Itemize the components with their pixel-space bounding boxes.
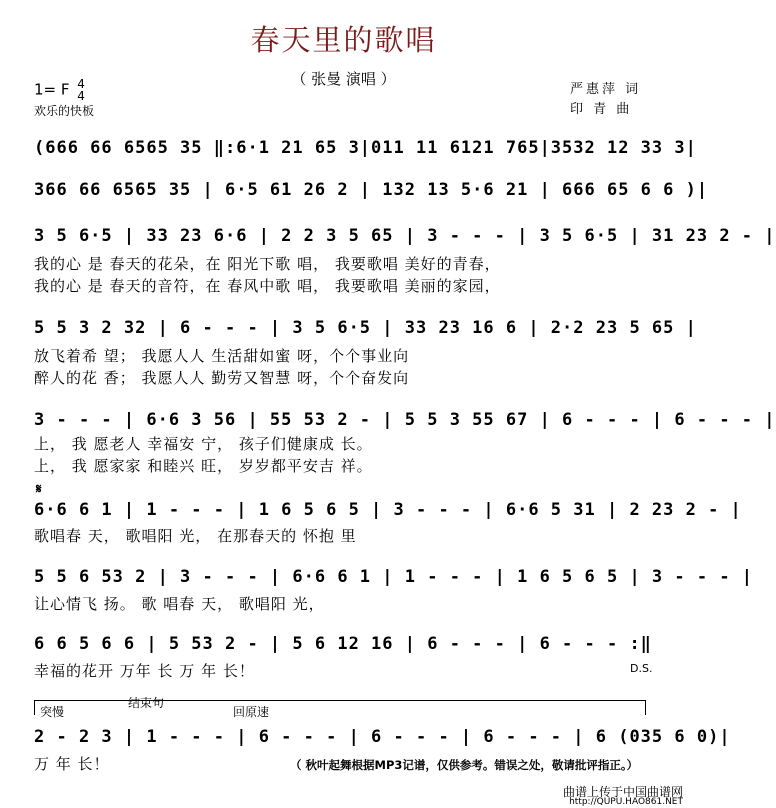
notation-row-3: 3 5 6·5 | 33 23 6·6 | 2 2 3 5 65 | 3 - - - | 3 5 6·5 | 31 23 2 - |: [34, 226, 776, 246]
a-tempo-mark: 回原速: [233, 705, 270, 719]
transcription-note: （ 秋叶起舞根据MP3记谱，仅供参考。错误之处，敬请批评指正。）: [290, 758, 639, 772]
lyric-row-5b: 上， 我 愿家家 和睦兴 旺， 岁岁都平安吉 祥。: [34, 457, 373, 475]
time-bottom: 4: [77, 89, 85, 103]
lyric-row-4b: 醉人的花 香； 我愿人人 勤劳又智慧 呀，个个奋发向: [34, 369, 410, 387]
ds-mark: D.S.: [630, 662, 653, 675]
lyric-row-4a: 放飞着希 望； 我愿人人 生活甜如蜜 呀，个个事业向: [34, 347, 410, 365]
lyric-row-8: 幸福的花开 万年 长 万 年 长！: [34, 662, 255, 680]
footer-site-name: 曲谱上传于中国曲谱网: [562, 785, 683, 799]
time-signature: [77, 78, 85, 102]
segno-mark: 𝄋: [36, 482, 42, 497]
footer-url[interactable]: http://QUPU.HAO861.NET: [569, 797, 683, 807]
key-text: 1= F: [34, 80, 70, 99]
song-title: 春天里的歌唱: [250, 23, 437, 57]
notation-row-8: 6 6 5 6 6 | 5 53 2 - | 5 6 12 16 | 6 - - - | 6 - - - :‖: [34, 634, 652, 654]
ending-bracket: [34, 700, 646, 715]
lyricist: 严惠萍 词: [570, 82, 642, 97]
lyric-row-3a: 我的心 是 春天的花朵，在 阳光下歌 唱， 我要歌唱 美好的青春，: [34, 255, 501, 273]
notation-row-9: 2 - 2 3 | 1 - - - | 6 - - - | 6 - - - | 6 - - - | 6 (035 6 0)|: [34, 727, 731, 747]
performer: （ 张曼 演唱 ）: [291, 70, 396, 88]
time-top: 4: [77, 77, 85, 91]
lyric-row-6: 歌唱春 天， 歌唱阳 光， 在那春天的 怀抱 里: [34, 527, 357, 545]
lyric-row-7: 让心情飞 扬。 歌 唱春 天， 歌唱阳 光，: [34, 595, 325, 613]
key-signature: [34, 78, 85, 102]
notation-row-2: 366 66 6565 35 | 6·5 61 26 2 | 132 13 5·6 21 | 666 65 6 6 )|: [34, 180, 709, 200]
sudden-slow-mark: 突慢: [40, 705, 65, 719]
lyric-row-9: 万 年 长！: [34, 755, 110, 773]
notation-row-4: 5 5 3 2 32 | 6 - - - | 3 5 6·5 | 33 23 16 6 | 2·2 23 5 65 |: [34, 318, 697, 338]
notation-row-5: 3 - - - | 6·6 3 56 | 55 53 2 - | 5 5 3 55 67 | 6 - - - | 6 - - - |: [34, 410, 776, 430]
site-footer: [520, 783, 687, 808]
composer: 印 青 曲: [570, 102, 633, 117]
ending-mark: 结束句: [128, 696, 165, 710]
notation-row-6: 6·6 6 1 | 1 - - - | 1 6 5 6 5 | 3 - - - | 6·6 5 31 | 2 23 2 - |: [34, 500, 742, 520]
tempo-marking: 欢乐的快板: [34, 104, 95, 118]
notation-row-7: 5 5 6 53 2 | 3 - - - | 6·6 6 1 | 1 - - - | 1 6 5 6 5 | 3 - - - |: [34, 567, 754, 587]
notation-row-1: (666 66 6565 35 ‖:6·1 21 65 3|011 11 6121 765|3532 12 33 3|: [34, 138, 697, 158]
lyric-row-5a: 上， 我 愿老人 幸福安 宁， 孩子们健康成 长。: [34, 435, 373, 453]
lyric-row-3b: 我的心 是 春天的音符，在 春风中歌 唱， 我要歌唱 美丽的家园，: [34, 277, 501, 295]
